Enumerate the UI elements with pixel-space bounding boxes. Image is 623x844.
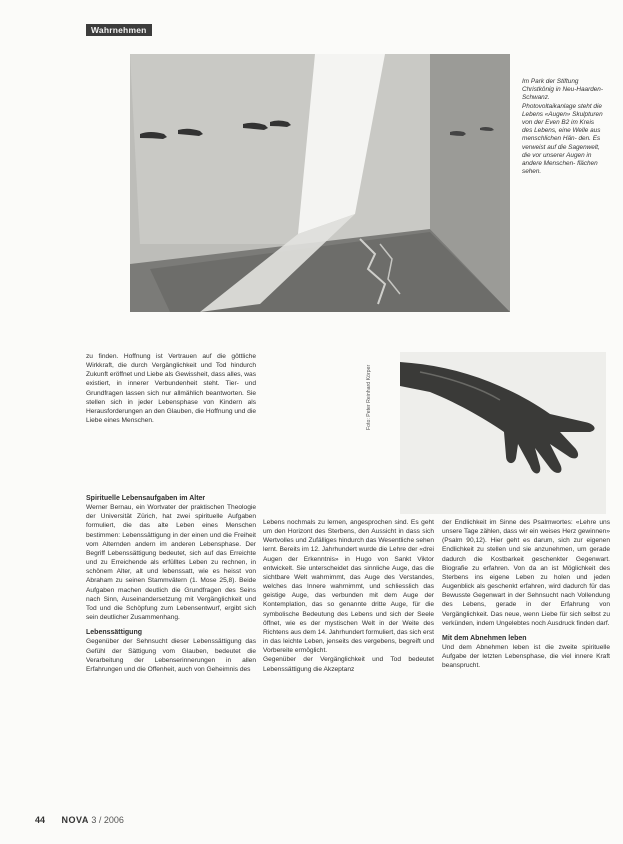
- heading-mit-dem-abnehmen-leben: Mit dem Abnehmen leben: [442, 634, 527, 642]
- paragraph: der Endlichkeit im Sinne des Psalmwortes: «Lehre uns unsere Tage zählen, dass wir ein weises Herz gewinnen» (Psalm 90,12). Hier geht es darum, sich zur eigenen Endlichkeit zu stellen und sie anzunehmen, um gerade dadurch die Kostbarkeit geschenkter Gegenwart. Biografie zu erfahren. Von da an ist Möglichkeit des Sterbens ins eigene Leben zu holen und jeden Augenblick als geschenkt erfahren, wird dadurch für das Bewusste Gegenwart in der Sehnsucht nach Vollendung des Lebens, gerade in der Erfahrung von Vergänglichkeit. Das neue, wenn Liebe für sich selbst zu verkünden, indem Ungelebtes noch Ausdruck finden darf.: [442, 519, 610, 627]
- paragraph: Und dem Abnehmen leben ist die zweite spirituelle Aufgabe der letzten Lebensphase, die viel innere Kraft beansprucht.: [442, 644, 610, 670]
- photo-caption: Im Park der Stiftung Christkönig in Neu-Haarden-Schwanz. Photovoltaikanlage steht die Lebens «Augen» Skulpturen von der Even B2 im Kreis des Lebens, eine Welle aus menschlichen Hän- den. Es verweist auf die Sagenwelt, die vor unserer Augen in andere Menschen- flächen sehen.: [522, 78, 603, 176]
- section-tag: Wahrnehmen: [86, 24, 152, 36]
- installation-photo: [130, 54, 510, 312]
- paragraph: Lebens nochmals zu lernen, angesprochen sind. Es geht um den Horizont des Sterbens, den Aussicht in dass sich Wertvolles und Zufälliges hindurch das Wesentliche sehen lernt. Bereits im 12. Jahrhundert wurde die Lehre der «drei Augen der Erkenntnis» in Hugo von Sankt Viktor entwickelt. Sie unterscheidet das sinnliche Auge, das die sichtbare Welt wahrnimmt, das Auge des Verstandes, welches das Innere wahrnimmt, und schliesslich das geistige Auge, das verbunden mit dem Auge der Kontemplation, das so genannte dritte Auge, für die symbolische Bedeutung des Lebens und sich der Seele öffnet, wie es der mystischen Welt in der Weite des Richtens aus dem 14. Jahrhundert formuliert, das sich erst in das leichte Leben, jenseits des vergebens, begreift und Vorbereite ermöglicht.: [263, 519, 434, 655]
- intro-paragraph: zu finden. Hoffnung ist Vertrauen auf die göttliche Wirkkraft, die durch Vergänglichkeit und Tod hindurch Zukunft eröffnet und Liebe als Gewissheit, dass alles, was existiert, in innerer Verbundenheit steht. Tier- und Grundfragen lassen sich nur allmählich beantworten. Sie stellen sich in jeder Lebensphase von Kindern als Herausforderungen an den Glauben, die Hoffnung und die Liebe eines Menschen.: [86, 353, 256, 425]
- hand-sculpture-photo: [400, 352, 606, 514]
- magazine-name: NOVA: [61, 815, 89, 825]
- heading-lebenssaettigung: Lebenssättigung: [86, 629, 143, 637]
- page-number: 44: [35, 815, 46, 825]
- column-1: [86, 488, 256, 674]
- page-footer: [35, 815, 124, 825]
- paragraph: Gegenüber der Vergänglichkeit und Tod bedeutet Lebenssättigung die Akzeptanz: [263, 656, 434, 673]
- column-1-intro: [86, 352, 256, 425]
- column-2: [263, 518, 434, 674]
- heading-spirituelle-lebensaufgaben: Spirituelle Lebensaufgaben im Alter: [86, 495, 206, 502]
- paragraph: Werner Bernau, ein Wortvater der praktischen Theologie der Universität Zürich, hat zwei spirituelle Aufgaben formuliert, die das alte Leben eines Menschen bestimmen: Lebenssättigung in der einen und die Freiheit vom Alternden andern im anderen Lebensphase. Der Begriff Lebenssättigung bedeutet, sich auf das Erreichte und zu Erreichende als erfülltes Leben zu rechnen, in schönem Alter, alt und lebenssatt, wie es heisst von Abraham zu seinen Stammvätern (1. Mose 25,8). Beide Aufgaben machen deutlich die Grundfragen des Seins nach Sinn, Auseinandersetzung mit Vergänglichkeit und Tod und die Schöpfung zum Lebensentwurf, ergibt sich sein deutlicher Zusammenhang.: [86, 504, 256, 622]
- photo-credit: Foto: Peter Reinhard Körper: [366, 364, 372, 430]
- issue-number: 3 / 2006: [91, 815, 124, 825]
- paragraph: Gegenüber der Sehnsucht dieser Lebenssättigung das Gefühl der Sättigung vom Glauben, bedeutet die Verarbeitung der Lebenserinnerungen in allen Erfahrungen und die Offenheit, auch von Geheimnis des: [86, 638, 256, 673]
- column-3: [442, 518, 610, 671]
